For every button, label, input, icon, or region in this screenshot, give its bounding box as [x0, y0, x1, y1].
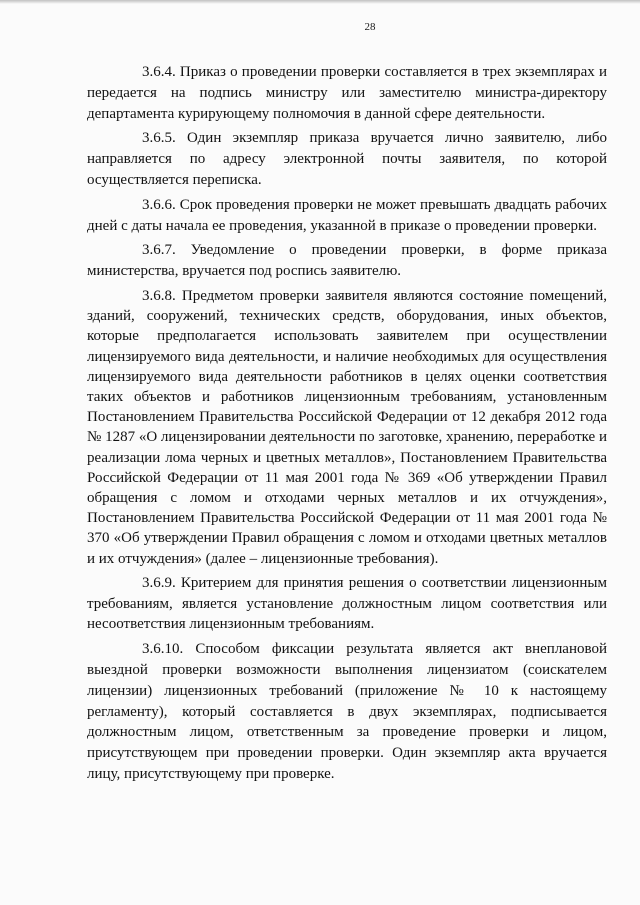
paragraph-3-6-9: 3.6.9. Критерием для принятия решения о соответствии лицензионным требованиям, является установление должностным лицом соответствия или несоответствия лицензионным требованиям.	[87, 574, 607, 633]
paragraph-3-6-4: 3.6.4. Приказ о проведении проверки составляется в трех экземплярах и передается на подпись министру или заместителю министра-директору департамента курирующему полномочия в данной сфере деятельности.	[87, 64, 607, 122]
paragraph-3-6-10: 3.6.10. Способом фиксации результата является акт внеплановой выездной проверки возможности выполнения лицензиатом (соискателем лицензии) лицензионных требований (приложение № 10 к настоящему регламенту), который составляется в двух экземплярах, подписывается должностным лицом, ответственным за проведение проверки и лицом, присутствующем при проведении проверки. Один экземпляр акта вручается лицу, присутствующему при проверке.	[87, 641, 607, 782]
paragraph-3-6-8: 3.6.8. Предметом проверки заявителя являются состояние помещений, зданий, сооружений, технических средств, оборудования, иных объектов, которые предполагается использовать заявителем при осуществлении лицензируемого вида деятельности, и наличие необходимых для осуществления лицензируемого вида деятельности работников в целях оценки соответствия таких объектов и работников лицензионным требованиям, установленным Постановлением Правительства Российской Федерации от 12 декабря 2012 года № 1287 «О лицензировании деятельности по заготовке, хранению, переработке и реализации лома черных и цветных металлов», Постановлением Правительства Российской Федерации от 11 мая 2001 года № 369 «Об утверждении Правил обращения с ломом и отходами черных металлов и их отчуждения», Постановлением Правительства Российской Федерации от 11 мая 2001 года № 370 «Об утверждении Правил обращения с ломом и отходами цветных металлов и их отчуждения» (далее – лицензионные требования).	[87, 287, 607, 567]
page-number: 28	[364, 21, 376, 33]
paragraph-3-6-6: 3.6.6. Срок проведения проверки не может превышать двадцать рабочих дней с даты начала ее проведения, указанной в приказе о проведении проверки.	[87, 196, 607, 234]
paragraph-3-6-5: 3.6.5. Один экземпляр приказа вручается лично заявителю, либо направляется по адресу электронной почты заявителя, по которой осуществляется переписка.	[87, 130, 607, 188]
document-body	[87, 62, 607, 789]
paragraph-3-6-7: 3.6.7. Уведомление о проведении проверки, в форме приказа министерства, вручается под роспись заявителю.	[87, 242, 607, 280]
scan-top-edge	[0, 0, 640, 4]
